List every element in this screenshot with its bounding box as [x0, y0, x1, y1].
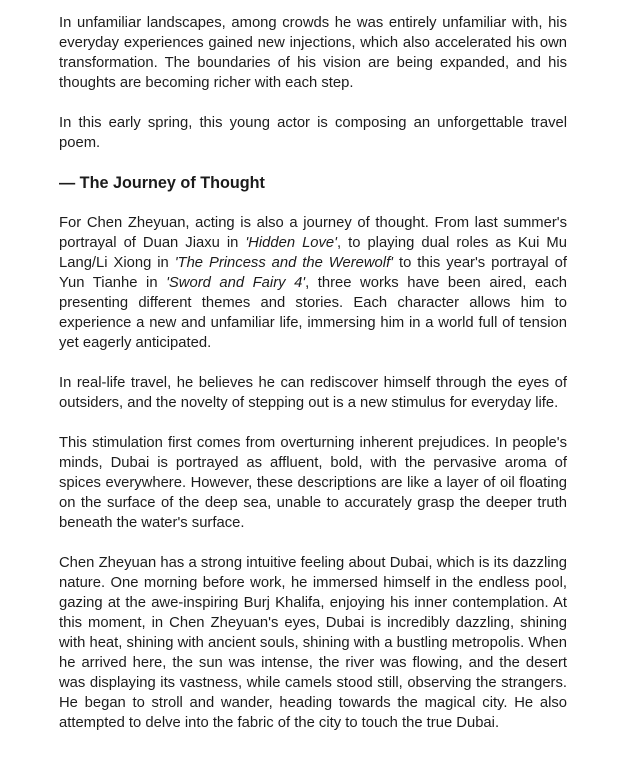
paragraph-stimulation: This stimulation first comes from overturning inherent prejudices. In people's minds, Dubai is portrayed as affluent, bold, with the pervasive aroma of spices everywhere. However, these descriptions are like a layer of oil floating on the surface of the deep sea, unable to accurately grasp the deeper truth beneath the water's surface. [59, 435, 567, 531]
article-body [59, 13, 567, 753]
work-title-sword-fairy: 'Sword and Fairy 4' [166, 275, 306, 291]
paragraph-early-spring: In this early spring, this young actor is composing an unforgettable travel poem. [59, 115, 567, 151]
paragraph-text: , to playing dual roles as Kui Mu Lang/Li Xiong in [59, 235, 567, 271]
work-title-princess-werewolf: 'The Princess and the Werewolf' [174, 255, 394, 271]
work-title-hidden-love: 'Hidden Love' [245, 235, 337, 251]
paragraph-text: to this year's portrayal of Yun Tianhe in [59, 255, 567, 291]
section-heading: — The Journey of Thought [59, 174, 265, 192]
paragraph-journey-of-thought [59, 213, 567, 353]
paragraph-text: , three works have been aired, each presenting different themes and stories. Each character allows him to experience a new and unfamiliar life, immersing him in a world full of tension yet eagerly anticipated. [59, 275, 567, 351]
paragraph-dubai-dazzling: Chen Zheyuan has a strong intuitive feeling about Dubai, which is its dazzling nature. One morning before work, he immersed himself in the endless pool, gazing at the awe-inspiring Burj Khalifa, enjoying his inner contemplation. At this moment, in Chen Zheyuan's eyes, Dubai is incredibly dazzling, shining with heat, shining with ancient souls, shining with a bustling metropolis. When he arrived here, the sun was intense, the river was flowing, and the desert was displaying its vastness, while camels stood still, observing the strangers. He began to stroll and wander, heading towards the magical city. He also attempted to delve into the fabric of the city to touch the true Dubai. [59, 555, 567, 731]
paragraph-real-life-travel: In real-life travel, he believes he can rediscover himself through the eyes of outsiders, and the novelty of stepping out is a new stimulus for everyday life. [59, 375, 567, 411]
paragraph-unfamiliar-landscapes: In unfamiliar landscapes, among crowds he was entirely unfamiliar with, his everyday experiences gained new injections, which also accelerated his own transformation. The boundaries of his vision are being expanded, and his thoughts are becoming richer with each step. [59, 15, 567, 91]
paragraph-text: For Chen Zheyuan, acting is also a journey of thought. From last summer's portrayal of Duan Jiaxu in [59, 215, 567, 251]
